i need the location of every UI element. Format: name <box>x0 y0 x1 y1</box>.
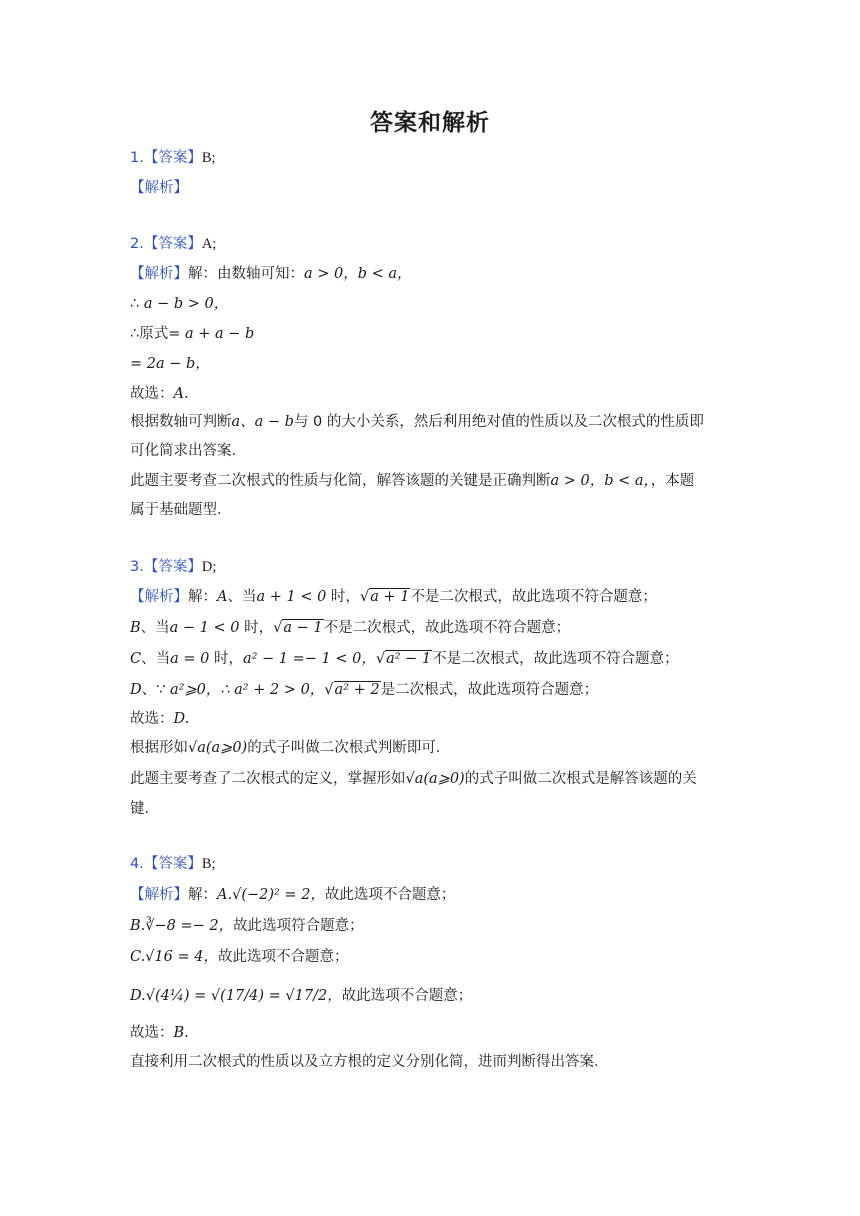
q2-math: A. <box>173 386 189 402</box>
q4-text: 直接利用二次根式的性质以及立方根的定义分别化简，进而判断得出答案． <box>130 1054 609 1070</box>
q3-text: 解： <box>188 589 217 605</box>
q3-text: 不是二次根式，故此选项不符合题意； <box>432 651 679 667</box>
q3-text: 的式子叫做二次根式是解答该题的关 <box>464 771 697 787</box>
q1-explanation-line <box>130 177 730 199</box>
q2-step-3 <box>130 323 730 345</box>
q3-option-letter: C <box>130 651 142 667</box>
q1-answer-line <box>130 147 730 169</box>
q3-answer: D; <box>201 559 217 575</box>
radicand: a² − 1 <box>386 651 432 667</box>
q3-paragraph-3 <box>130 798 730 820</box>
q4-math: A.√(−2)² = 2， <box>217 887 325 903</box>
page-title: 答案和解析 <box>370 110 490 136</box>
q4-option-a <box>130 884 730 906</box>
q2-selection <box>130 383 730 405</box>
q1-explanation-label: 【解析】 <box>130 180 188 196</box>
q3-math: √a(a⩾0) <box>405 771 465 787</box>
q2-math: a、a − b <box>231 414 294 430</box>
q4-option-d <box>130 985 730 1007</box>
q3-answer-label: 【答案】 <box>143 559 202 575</box>
q4-option-b <box>130 915 730 937</box>
q3-text: 故选： <box>130 711 174 727</box>
radical-sign: √ <box>375 651 386 667</box>
q4-text: 故此选项符合题意； <box>233 918 364 934</box>
q2-text: 与 0 的大小关系，然后利用绝对值的性质以及二次根式的性质即 <box>293 414 704 430</box>
q3-text: 根据形如 <box>130 740 188 756</box>
radical-sign: √ <box>273 620 283 636</box>
q2-explanation-label: 【解析】 <box>130 266 188 282</box>
q3-math: a + 1 < 0 <box>256 589 327 605</box>
q3-text: 是二次根式，故此选项符合题意； <box>380 682 599 698</box>
q3-option-letter: A <box>217 589 228 605</box>
q3-text: 此题主要考查了二次根式的定义，掌握形如 <box>130 771 406 787</box>
q3-option-letter: D <box>130 682 142 698</box>
q2-math: a > 0，b < a， <box>550 473 651 489</box>
q3-answer-line <box>130 556 730 578</box>
q4-answer-line <box>130 853 730 875</box>
q3-math: √a(a⩾0) <box>188 740 248 756</box>
q4-math: B. <box>173 1025 189 1041</box>
q2-answer: A; <box>201 236 217 252</box>
q2-paragraph-4 <box>130 499 730 521</box>
q3-option-a <box>130 586 730 608</box>
q2-math: a > 0，b < a， <box>304 266 412 282</box>
q2-math: a − b > 0， <box>143 296 229 312</box>
radicand: a − 1 <box>283 620 323 636</box>
q4-option-c <box>130 946 730 968</box>
q2-paragraph-3 <box>130 470 730 492</box>
q3-option-d <box>130 679 730 701</box>
q4-text: 故此选项不合题意； <box>341 988 473 1004</box>
therefore-symbol: ∴ <box>130 296 144 312</box>
q3-option-b <box>130 617 730 639</box>
q1-number: 1. <box>130 150 144 166</box>
q2-answer-label: 【答案】 <box>143 236 202 252</box>
radical-sign: √ <box>324 682 334 698</box>
radical-sign: √ <box>359 589 370 605</box>
q4-math: C.√16 = 4， <box>130 949 218 965</box>
q2-step-4 <box>130 353 730 375</box>
q3-number: 3. <box>130 559 144 575</box>
q1-answer-label: 【答案】 <box>143 150 202 166</box>
q1-answer: B; <box>201 150 216 166</box>
q2-text: 可化简求出答案． <box>130 443 246 459</box>
q3-text: 时， <box>239 620 274 636</box>
q4-text: 故此选项不合题意； <box>324 887 456 903</box>
q2-text: 解：由数轴可知： <box>188 266 304 282</box>
q4-number: 4. <box>130 856 144 872</box>
q4-text: 故选： <box>130 1025 174 1041</box>
q2-text: 此题主要考查二次根式的性质与化简，解答该题的关键是正确判断 <box>130 473 551 489</box>
q3-text: 键． <box>130 801 159 817</box>
q3-paragraph-1 <box>130 737 730 759</box>
q4-math: B.∛−8 =− 2， <box>130 918 234 934</box>
q2-math: a + a − b <box>184 326 255 342</box>
q3-math: a²⩾0，∴ a² + 2 > 0， <box>169 682 325 698</box>
q3-text: 、当 <box>227 589 257 605</box>
q3-text: 、当 <box>141 651 171 667</box>
q2-text: 故选： <box>130 386 174 402</box>
q3-text: 、当 <box>140 620 170 636</box>
q3-text: 、∵ <box>141 682 170 698</box>
q3-math: a = 0 <box>170 651 210 667</box>
q2-text: ∴原式= <box>130 326 185 342</box>
q2-text: 根据数轴可判断 <box>130 414 232 430</box>
q3-text: 时， <box>326 589 360 605</box>
q3-math: D. <box>173 711 190 727</box>
q3-option-c <box>130 648 730 670</box>
q4-paragraph-1 <box>130 1051 730 1073</box>
q2-step-2 <box>130 293 730 315</box>
q4-answer: B; <box>201 856 216 872</box>
q4-selection <box>130 1022 730 1044</box>
q2-answer-line <box>130 233 730 255</box>
q2-paragraph-1 <box>130 411 730 433</box>
q3-option-letter: B <box>130 620 141 636</box>
radicand: a + 1 <box>370 589 410 605</box>
q4-text: 故此选项不合题意； <box>217 949 349 965</box>
q3-text: 不是二次根式，故此选项不符合题意； <box>323 620 571 636</box>
q2-paragraph-2 <box>130 440 730 462</box>
q4-answer-label: 【答案】 <box>143 856 202 872</box>
q2-math: = 2a − b， <box>130 356 210 372</box>
q2-text: ，本题 <box>650 473 695 489</box>
q4-math: D.√(4¼) = √(17/4) = √17/2， <box>130 988 342 1004</box>
q3-text: 不是二次根式，故此选项不符合题意； <box>410 589 657 605</box>
q3-selection <box>130 708 730 730</box>
q4-text: 解： <box>188 887 217 903</box>
q3-explanation-label: 【解析】 <box>130 589 188 605</box>
radicand: a² + 2 <box>334 682 380 698</box>
q3-paragraph-2 <box>130 768 730 790</box>
q2-explanation-line-1 <box>130 263 730 285</box>
q3-math: a² − 1 =− 1 < 0， <box>242 651 376 667</box>
q3-math: a − 1 < 0 <box>169 620 240 636</box>
q3-text: 的式子叫做二次根式判断即可． <box>247 740 451 756</box>
q3-text: 时， <box>209 651 243 667</box>
q4-explanation-label: 【解析】 <box>130 887 188 903</box>
q2-number: 2. <box>130 236 144 252</box>
q2-text: 属于基础题型． <box>130 502 232 518</box>
